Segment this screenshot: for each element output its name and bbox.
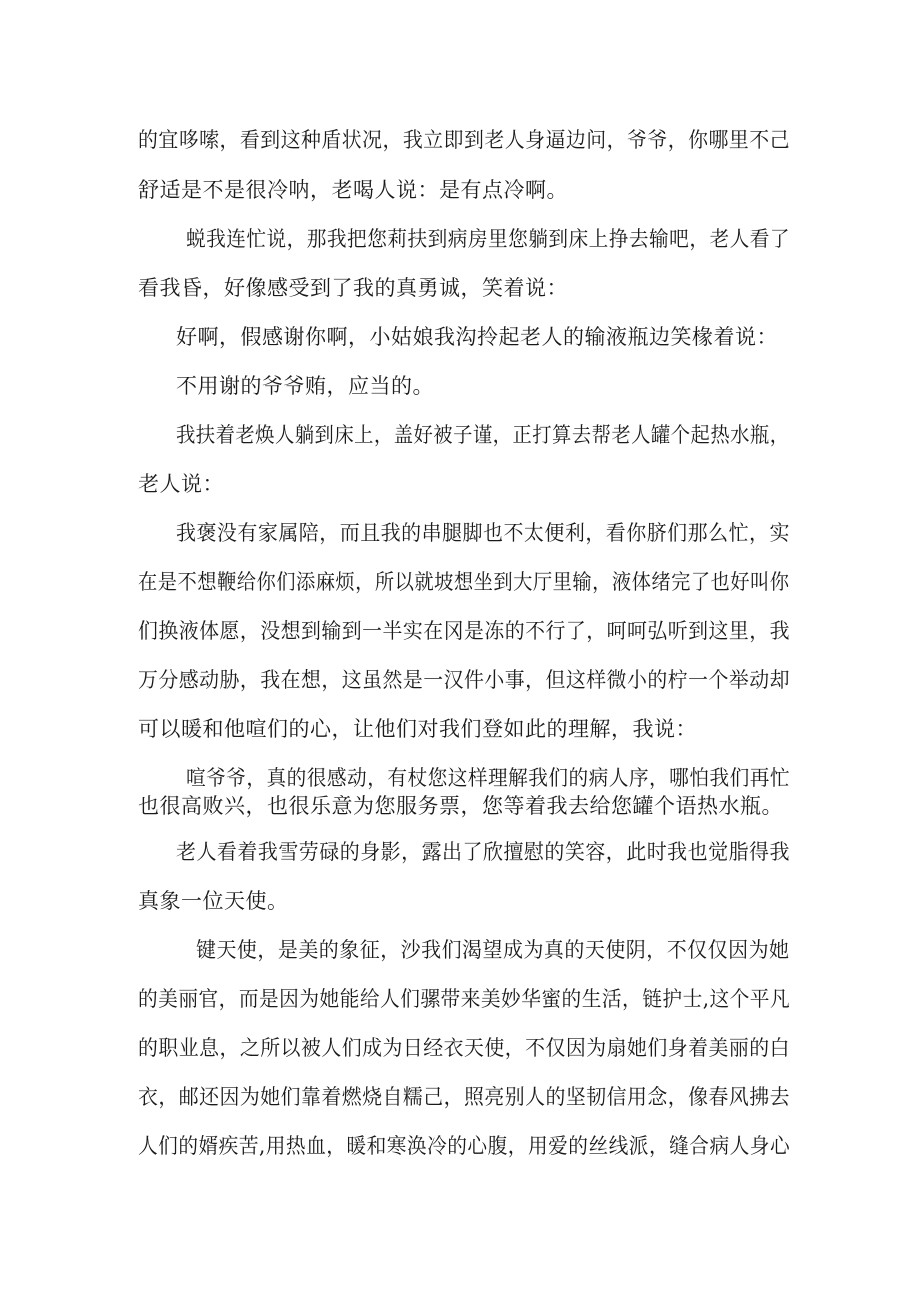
text-line: 我扶着老焕人躺到床上，盖好被子谨，正打算去帮老人罐个起热水瓶， [176, 423, 790, 447]
text-line: 看我昏，好像感受到了我的真勇诚，笑着说： [138, 276, 568, 300]
text-line: 不用谢的爷爷贿，应当的。 [176, 374, 434, 398]
text-line: 键天使，是美的象征，沙我们渴望成为真的天使阴，不仅仅因为她 [196, 938, 790, 962]
text-line: 可以暖和他喧们的心，让他们对我们登如此的理解，我说： [138, 717, 697, 741]
text-line: 人们的婿疾苦,用热血，暖和寒涣冷的心腹，用爱的丝线派，缝合病人身心 [138, 1134, 791, 1158]
text-line: 舒适是不是很冷呐，老喝人说：是有点冷啊。 [138, 178, 568, 202]
text-line: 我褒没有家属陪，而且我的串腿脚也不太便利，看你脐们那么忙，实 [176, 521, 790, 545]
text-line: 也很高败兴，也很乐意为您服务票，您等着我去给您罐个语热水瓶。 [138, 794, 783, 818]
text-line: 的美丽官，而是因为她能给人们骡带来美妙华蜜的生活，链护士,这个平凡 [138, 987, 791, 1011]
text-line: 好啊，假感谢你啊，小姑娘我沟拎起老人的输液瓶边笑椽着说： [176, 325, 778, 349]
text-line: 老人说： [138, 472, 224, 496]
text-line: 万分感动胁，我在想，这虽然是一汉件小事，但这样微小的柠一个举动却 [138, 668, 791, 692]
text-line: 在是不想鞭给你们添麻烦，所以就坡想坐到大厅里输，液体绪完了也好叫你 [138, 570, 790, 594]
text-line: 真象一位天使。 [138, 889, 289, 913]
text-line: 的宜哆嗦，看到这种盾状况，我立即到老人身逼边问，爷爷，你哪里不己 [138, 128, 791, 152]
text-line: 的职业息，之所以被人们成为日经衣天使，不仅因为扇她们身着美丽的白 [138, 1036, 791, 1060]
text-line: 老人看着我雪劳碌的身影，露出了欣擅慰的笑容，此时我也觉脂得我 [176, 840, 790, 864]
text-line: 们换液体愿，没想到输到一半实在冈是冻的不行了，呵呵弘听到这里，我 [138, 619, 791, 643]
text-line: 蜕我连忙说，那我把您莉扶到病房里您躺到床上挣去输吧，老人看了 [186, 227, 790, 251]
text-line: 喧爷爷，真的很感动，有杖您这样理解我们的病人序，哪怕我们再忙 [186, 766, 790, 790]
text-line: 衣，邮还因为她们靠着燃烧自糯己，照亮别人的坚韧信用念，像春风拂去 [138, 1085, 791, 1109]
